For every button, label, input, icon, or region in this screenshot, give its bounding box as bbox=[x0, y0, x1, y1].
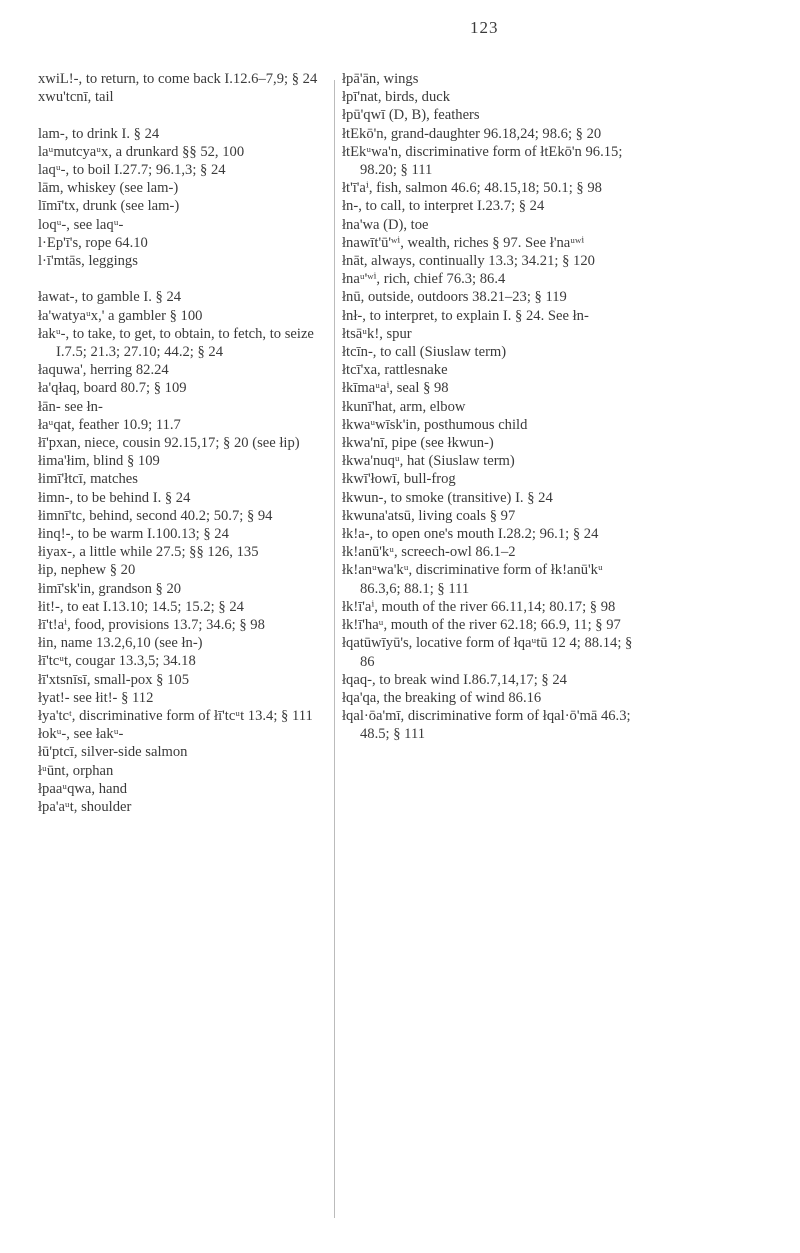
dictionary-entry: laqᵘ-, to boil I.27.7; 96.1,3; § 24 bbox=[38, 162, 226, 178]
dictionary-entry: łimnī'tc, behind, second 40.2; 50.7; § 94 bbox=[38, 507, 273, 524]
dictionary-entry: łqaq-, to break wind I.86.7,14,17; § 24 bbox=[342, 671, 567, 688]
dictionary-entry: łī'tcᵘt, cougar 13.3,5; 34.18 bbox=[38, 653, 196, 670]
dictionary-entry: łakᵘ-, to take, to get, to obtain, to fetch, to seize I.7.5; 21.3; 27.10; 44.2; § 24 bbox=[38, 325, 314, 361]
left-column bbox=[38, 70, 328, 816]
dictionary-entry: łkwī'łowī, bull-frog bbox=[342, 471, 456, 488]
dictionary-entry: łimī'sk'in, grandson § 20 bbox=[38, 580, 182, 597]
dictionary-entry: łiyax-, a little while 27.5; §§ 126, 135 bbox=[38, 544, 259, 561]
column-divider bbox=[334, 80, 335, 1218]
dictionary-entry: łtsāᵘk!, spur bbox=[342, 325, 412, 342]
dictionary-entry: łqatūwīyū's, locative form of łqaᵘtū 12 4; 88.14; § 86 bbox=[342, 635, 633, 670]
dictionary-entry: łkwaᵘwīsk'in, posthumous child bbox=[342, 416, 528, 433]
dictionary-entry: łnł-, to interpret, to explain I. § 24. See łn- bbox=[342, 307, 589, 324]
dictionary-entry: łkwun-, to smoke (transitive) I. § 24 bbox=[342, 489, 553, 506]
dictionary-entry: łkunī'hat, arm, elbow bbox=[342, 398, 466, 415]
dictionary-entry: łtcīn-, to call (Siuslaw term) bbox=[342, 344, 507, 361]
dictionary-entry: łnawīt'ū'ʷⁱ, wealth, riches § 97. See ł'naᵘʷⁱ bbox=[342, 234, 585, 251]
dictionary-entry: łī'xtsnīsī, small-pox § 105 bbox=[38, 671, 190, 688]
dictionary-entry: ła'watyaᵘx,' a gambler § 100 bbox=[38, 307, 203, 324]
dictionary-entry: l·ī'mtās, leggings bbox=[38, 253, 138, 270]
dictionary-entry: łit!-, to eat I.13.10; 14.5; 15.2; § 24 bbox=[38, 598, 244, 615]
dictionary-entry: łpā'ān, wings bbox=[342, 71, 419, 87]
dictionary-entry: łnāt, always, continually 13.3; 34.21; § 120 bbox=[342, 253, 595, 270]
dictionary-entry: łkwa'nī, pipe (see łkwun-) bbox=[342, 435, 494, 452]
page-number: 123 bbox=[470, 18, 499, 37]
dictionary-entry: łᵘūnt, orphan bbox=[38, 762, 114, 779]
dictionary-entry: łaᵘqat, feather 10.9; 11.7 bbox=[38, 416, 181, 433]
dictionary-entry: laᵘmutcyaᵘx, a drunkard §§ 52, 100 bbox=[38, 143, 245, 160]
dictionary-entry: łkwa'nuqᵘ, hat (Siuslaw term) bbox=[342, 453, 515, 470]
dictionary-entry: līmī'tx, drunk (see lam-) bbox=[38, 198, 180, 215]
dictionary-entry: łnū, outside, outdoors 38.21–23; § 119 bbox=[342, 289, 567, 306]
dictionary-entry: łnaᵘ'ʷⁱ, rich, chief 76.3; 86.4 bbox=[342, 271, 506, 288]
dictionary-entry: ławat-, to gamble I. § 24 bbox=[38, 289, 182, 306]
dictionary-entry: łpū'qwī (D, B), feathers bbox=[342, 107, 480, 124]
dictionary-entry: łk!ī'aⁱ, mouth of the river 66.11,14; 80.17; § 98 bbox=[342, 598, 616, 615]
dictionary-entry: lam-, to drink I. § 24 bbox=[38, 125, 160, 142]
dictionary-entry: łimn-, to be behind I. § 24 bbox=[38, 489, 191, 506]
dictionary-entry: łn-, to call, to interpret I.23.7; § 24 bbox=[342, 198, 545, 215]
dictionary-entry: łpī'nat, birds, duck bbox=[342, 89, 451, 106]
dictionary-entry: łimī'łtcī, matches bbox=[38, 471, 138, 488]
dictionary-entry: łya'tcᵗ, discriminative form of łī'tcᵘt 13.4; § 111 bbox=[38, 708, 313, 725]
dictionary-entry: łū'ptcī, silver-side salmon bbox=[38, 744, 188, 761]
dictionary-entry: łk!anū'kᵘ, screech-owl 86.1–2 bbox=[342, 544, 516, 561]
dictionary-entry: łima'łim, blind § 109 bbox=[38, 453, 160, 470]
dictionary-entry: łin, name 13.2,6,10 (see łn-) bbox=[38, 635, 203, 652]
dictionary-entry: łān- see łn- bbox=[38, 398, 103, 415]
dictionary-entry: łkīmaᵘaⁱ, seal § 98 bbox=[342, 380, 449, 397]
dictionary-entry: łqal·ōa'mī, discriminative form of łqal·ō'mā 46.3; 48.5; § 111 bbox=[342, 708, 631, 743]
dictionary-entry: łtcī'xa, rattlesnake bbox=[342, 362, 448, 379]
dictionary-entry: l·Ep'ī's, rope 64.10 bbox=[38, 234, 148, 251]
dictionary-entry: łna'wa (D), toe bbox=[342, 216, 429, 233]
dictionary-entry: łokᵘ-, see łakᵘ- bbox=[38, 726, 124, 743]
dictionary-entry: łk!anᵘwa'kᵘ, discriminative form of łk!anū'kᵘ 86.3,6; 88.1; § 111 bbox=[342, 562, 603, 597]
dictionary-entry: łinq!-, to be warm I.100.13; § 24 bbox=[38, 526, 229, 543]
right-column bbox=[342, 70, 642, 744]
dictionary-entry: łqa'qa, the breaking of wind 86.16 bbox=[342, 689, 542, 706]
dictionary-entry: lām, whiskey (see lam-) bbox=[38, 180, 179, 197]
dictionary-entry: xwiL!-, to return, to come back I.12.6–7,9; § 24 bbox=[38, 71, 318, 87]
dictionary-entry: xwu'tcnī, tail bbox=[38, 89, 114, 106]
dictionary-entry: łpa'aᵘt, shoulder bbox=[38, 799, 132, 816]
dictionary-entry: ła'qłaq, board 80.7; § 109 bbox=[38, 380, 187, 397]
dictionary-entry: łaquwa', herring 82.24 bbox=[38, 362, 169, 379]
entry-gap bbox=[38, 106, 328, 124]
entry-gap bbox=[38, 270, 328, 288]
dictionary-entry: łī'pxan, niece, cousin 92.15,17; § 20 (see łip) bbox=[38, 435, 300, 452]
dictionary-entry: łtEkō'n, grand-daughter 96.18,24; 98.6; § 20 bbox=[342, 125, 602, 142]
dictionary-entry: łk!a-, to open one's mouth I.28.2; 96.1; § 24 bbox=[342, 526, 599, 543]
dictionary-entry: łip, nephew § 20 bbox=[38, 562, 136, 579]
dictionary-entry: łpaaᵘqwa, hand bbox=[38, 780, 128, 797]
dictionary-entry: łyat!- see łit!- § 112 bbox=[38, 689, 154, 706]
dictionary-entry: łt'ī'aⁱ, fish, salmon 46.6; 48.15,18; 50.1; § 98 bbox=[342, 180, 602, 197]
dictionary-entry: łkwuna'atsū, living coals § 97 bbox=[342, 507, 516, 524]
dictionary-entry: łī't!aⁱ, food, provisions 13.7; 34.6; § 98 bbox=[38, 617, 265, 634]
dictionary-entry: łk!ī'haᵘ, mouth of the river 62.18; 66.9, 11; § 97 bbox=[342, 617, 621, 634]
dictionary-entry: łtEkᵘwa'n, discriminative form of łtEkō'n 96.15; 98.20; § 111 bbox=[342, 143, 623, 179]
dictionary-entry: loqᵘ-, see laqᵘ- bbox=[38, 216, 124, 233]
